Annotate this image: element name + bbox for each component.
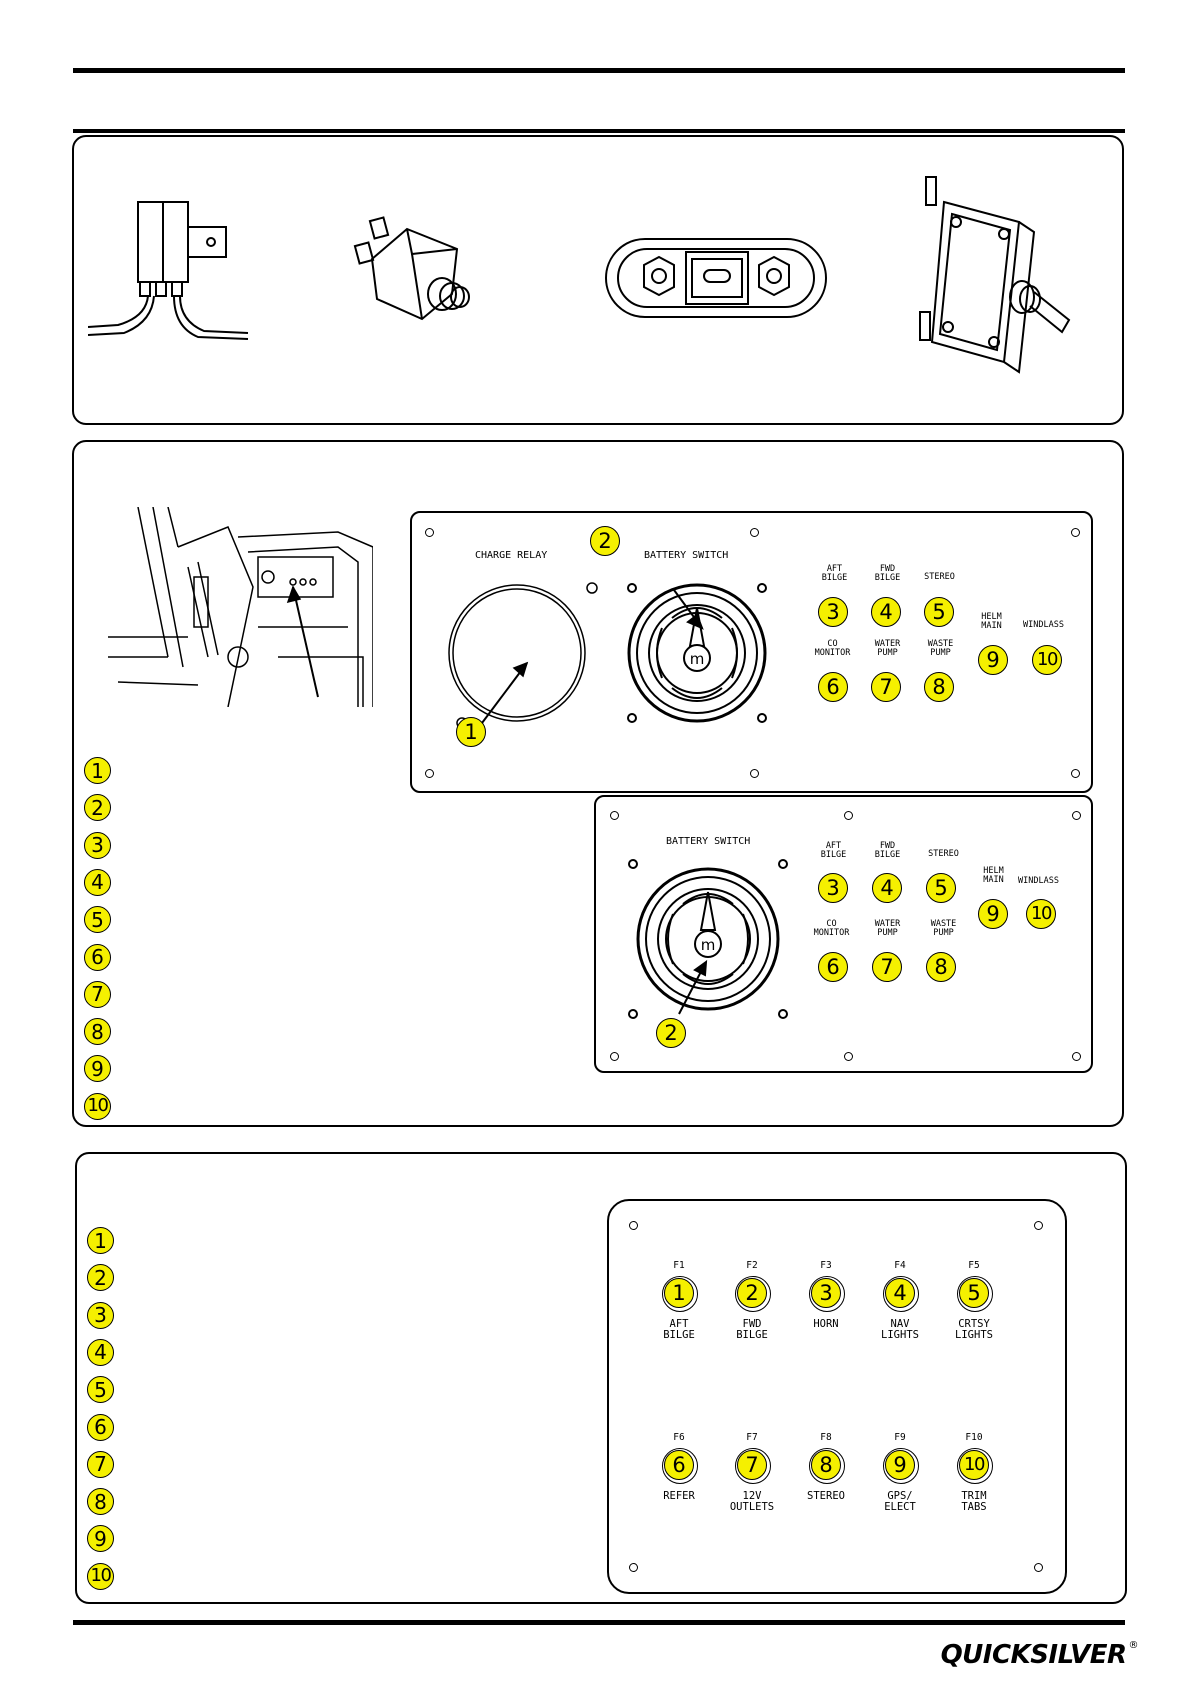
callout-battery-switch: 2 <box>590 526 620 556</box>
breaker-4: 4 <box>871 597 901 627</box>
fuse-label-7: 12V OUTLETS <box>729 1490 775 1513</box>
components-box <box>72 135 1124 425</box>
legend-callout-9: 9 <box>84 1055 111 1082</box>
fuse-callout-3: 3 <box>811 1278 841 1308</box>
callout-relay: 1 <box>456 717 486 747</box>
fuse-label-5: CRTSY LIGHTS <box>955 1318 993 1341</box>
breaker-b-10: 10 <box>1026 899 1056 929</box>
fuse-panel <box>607 1199 1067 1594</box>
charge-relay-label: CHARGE RELAY <box>475 550 548 561</box>
breaker-b-9: 9 <box>978 899 1008 929</box>
breaker-7: 7 <box>871 672 901 702</box>
fuse-callout-5: 5 <box>959 1278 989 1308</box>
legend-callout-5: 5 <box>87 1376 114 1403</box>
svg-text:m: m <box>689 650 705 668</box>
breaker-b-8: 8 <box>926 952 956 982</box>
breaker-label-5: STEREO <box>924 572 955 582</box>
fuse-label-10: TRIM TABS <box>961 1490 987 1513</box>
legend-callout-3: 3 <box>84 832 111 859</box>
breaker-label-4: FWD BILGE <box>874 564 901 583</box>
breaker-b-label-4: FWD BILGE <box>874 841 901 860</box>
fuse-id-F8: F8 <box>820 1432 832 1443</box>
breaker-10: 10 <box>1032 645 1062 675</box>
fuse-callout-2: 2 <box>737 1278 767 1308</box>
breaker-6: 6 <box>818 672 848 702</box>
breaker-b-label-8: WASTE PUMP <box>930 919 957 938</box>
breaker-8: 8 <box>924 672 954 702</box>
breaker-b-label-3: AFT BILGE <box>820 841 847 860</box>
breaker-b-5: 5 <box>926 873 956 903</box>
fuse-callout-7: 7 <box>737 1450 767 1480</box>
fuse-id-F3: F3 <box>820 1260 832 1271</box>
breaker-9: 9 <box>978 645 1008 675</box>
legend-callout-10: 10 <box>87 1563 114 1590</box>
fuse-id-F10: F10 <box>965 1432 983 1443</box>
legend-callout-4: 4 <box>87 1339 114 1366</box>
fuse-callout-6: 6 <box>664 1450 694 1480</box>
fuse-holder-icon <box>604 237 829 322</box>
breaker-label-8: WASTE PUMP <box>927 639 954 658</box>
fuse-label-3: HORN <box>813 1318 839 1330</box>
charge-relay <box>432 568 607 748</box>
callout-battery-switch-b: 2 <box>656 1018 686 1048</box>
breaker-b-label-6: CO MONITOR <box>813 919 850 938</box>
quicksilver-logo: QUICKSILVER ® <box>940 1640 1138 1670</box>
breaker-label-6: CO MONITOR <box>814 639 851 658</box>
breaker-label-3: AFT BILGE <box>821 564 848 583</box>
legend-callout-5: 5 <box>84 906 111 933</box>
legend-callout-6: 6 <box>87 1414 114 1441</box>
fuse-id-F7: F7 <box>746 1432 758 1443</box>
fuse-callout-10: 10 <box>959 1450 989 1480</box>
toggle-breaker-icon <box>904 172 1084 397</box>
push-breaker-icon <box>352 209 482 334</box>
header-rule-top <box>73 68 1125 73</box>
fuse-callout-9: 9 <box>885 1450 915 1480</box>
battery-switch-label: BATTERY SWITCH <box>644 550 729 561</box>
breaker-5: 5 <box>924 597 954 627</box>
breaker-b-label-9: HELM MAIN <box>983 866 1004 885</box>
fuse-label-8: STEREO <box>807 1490 845 1502</box>
breaker-b-6: 6 <box>818 952 848 982</box>
legend-callout-3: 3 <box>87 1302 114 1329</box>
battery-panel-box <box>72 440 1124 1127</box>
legend-callout-7: 7 <box>84 981 111 1008</box>
breaker-label-7: WATER PUMP <box>874 639 901 658</box>
fuse-panel-box <box>75 1152 1127 1604</box>
battery-switch-label-b: BATTERY SWITCH <box>666 836 751 847</box>
helm-location-illustration <box>108 507 373 707</box>
legend-callout-2: 2 <box>87 1264 114 1291</box>
battery-switch-knob[interactable] <box>612 568 782 738</box>
relay-icon <box>88 197 263 357</box>
fuse-id-F6: F6 <box>673 1432 685 1443</box>
fuse-id-F5: F5 <box>968 1260 980 1271</box>
legend-callout-8: 8 <box>84 1018 111 1045</box>
legend-callout-4: 4 <box>84 869 111 896</box>
fuse-callout-4: 4 <box>885 1278 915 1308</box>
fuse-callout-1: 1 <box>664 1278 694 1308</box>
legend-callout-1: 1 <box>84 757 111 784</box>
footer-rule <box>73 1620 1125 1625</box>
battery-switch-knob-b[interactable] <box>621 852 796 1027</box>
battery-switch-panel-a <box>410 511 1093 793</box>
legend-callout-10: 10 <box>84 1093 111 1120</box>
fuse-label-6: REFER <box>663 1490 695 1502</box>
breaker-b-3: 3 <box>818 873 848 903</box>
breaker-3: 3 <box>818 597 848 627</box>
legend-callout-6: 6 <box>84 944 111 971</box>
breaker-label-9: HELM MAIN <box>981 612 1002 631</box>
legend-callout-7: 7 <box>87 1451 114 1478</box>
fuse-label-2: FWD BILGE <box>736 1318 768 1341</box>
svg-text:m: m <box>700 936 716 954</box>
header-rule-bottom <box>73 129 1125 133</box>
breaker-b-label-5: STEREO <box>928 849 959 859</box>
legend-callout-9: 9 <box>87 1525 114 1552</box>
fuse-callout-8: 8 <box>811 1450 841 1480</box>
fuse-label-1: AFT BILGE <box>663 1318 695 1341</box>
breaker-b-label-7: WATER PUMP <box>874 919 901 938</box>
fuse-id-F9: F9 <box>894 1432 906 1443</box>
battery-switch-panel-b <box>594 795 1093 1073</box>
breaker-b-7: 7 <box>872 952 902 982</box>
fuse-label-9: GPS/ ELECT <box>884 1490 916 1513</box>
legend-callout-2: 2 <box>84 794 111 821</box>
breaker-label-10: WINDLASS <box>1023 620 1064 630</box>
breaker-b-label-10: WINDLASS <box>1018 876 1059 886</box>
fuse-id-F4: F4 <box>894 1260 906 1271</box>
fuse-label-4: NAV LIGHTS <box>881 1318 919 1341</box>
breaker-b-4: 4 <box>872 873 902 903</box>
legend-callout-8: 8 <box>87 1488 114 1515</box>
fuse-id-F1: F1 <box>673 1260 685 1271</box>
fuse-id-F2: F2 <box>746 1260 758 1271</box>
legend-callout-1: 1 <box>87 1227 114 1254</box>
